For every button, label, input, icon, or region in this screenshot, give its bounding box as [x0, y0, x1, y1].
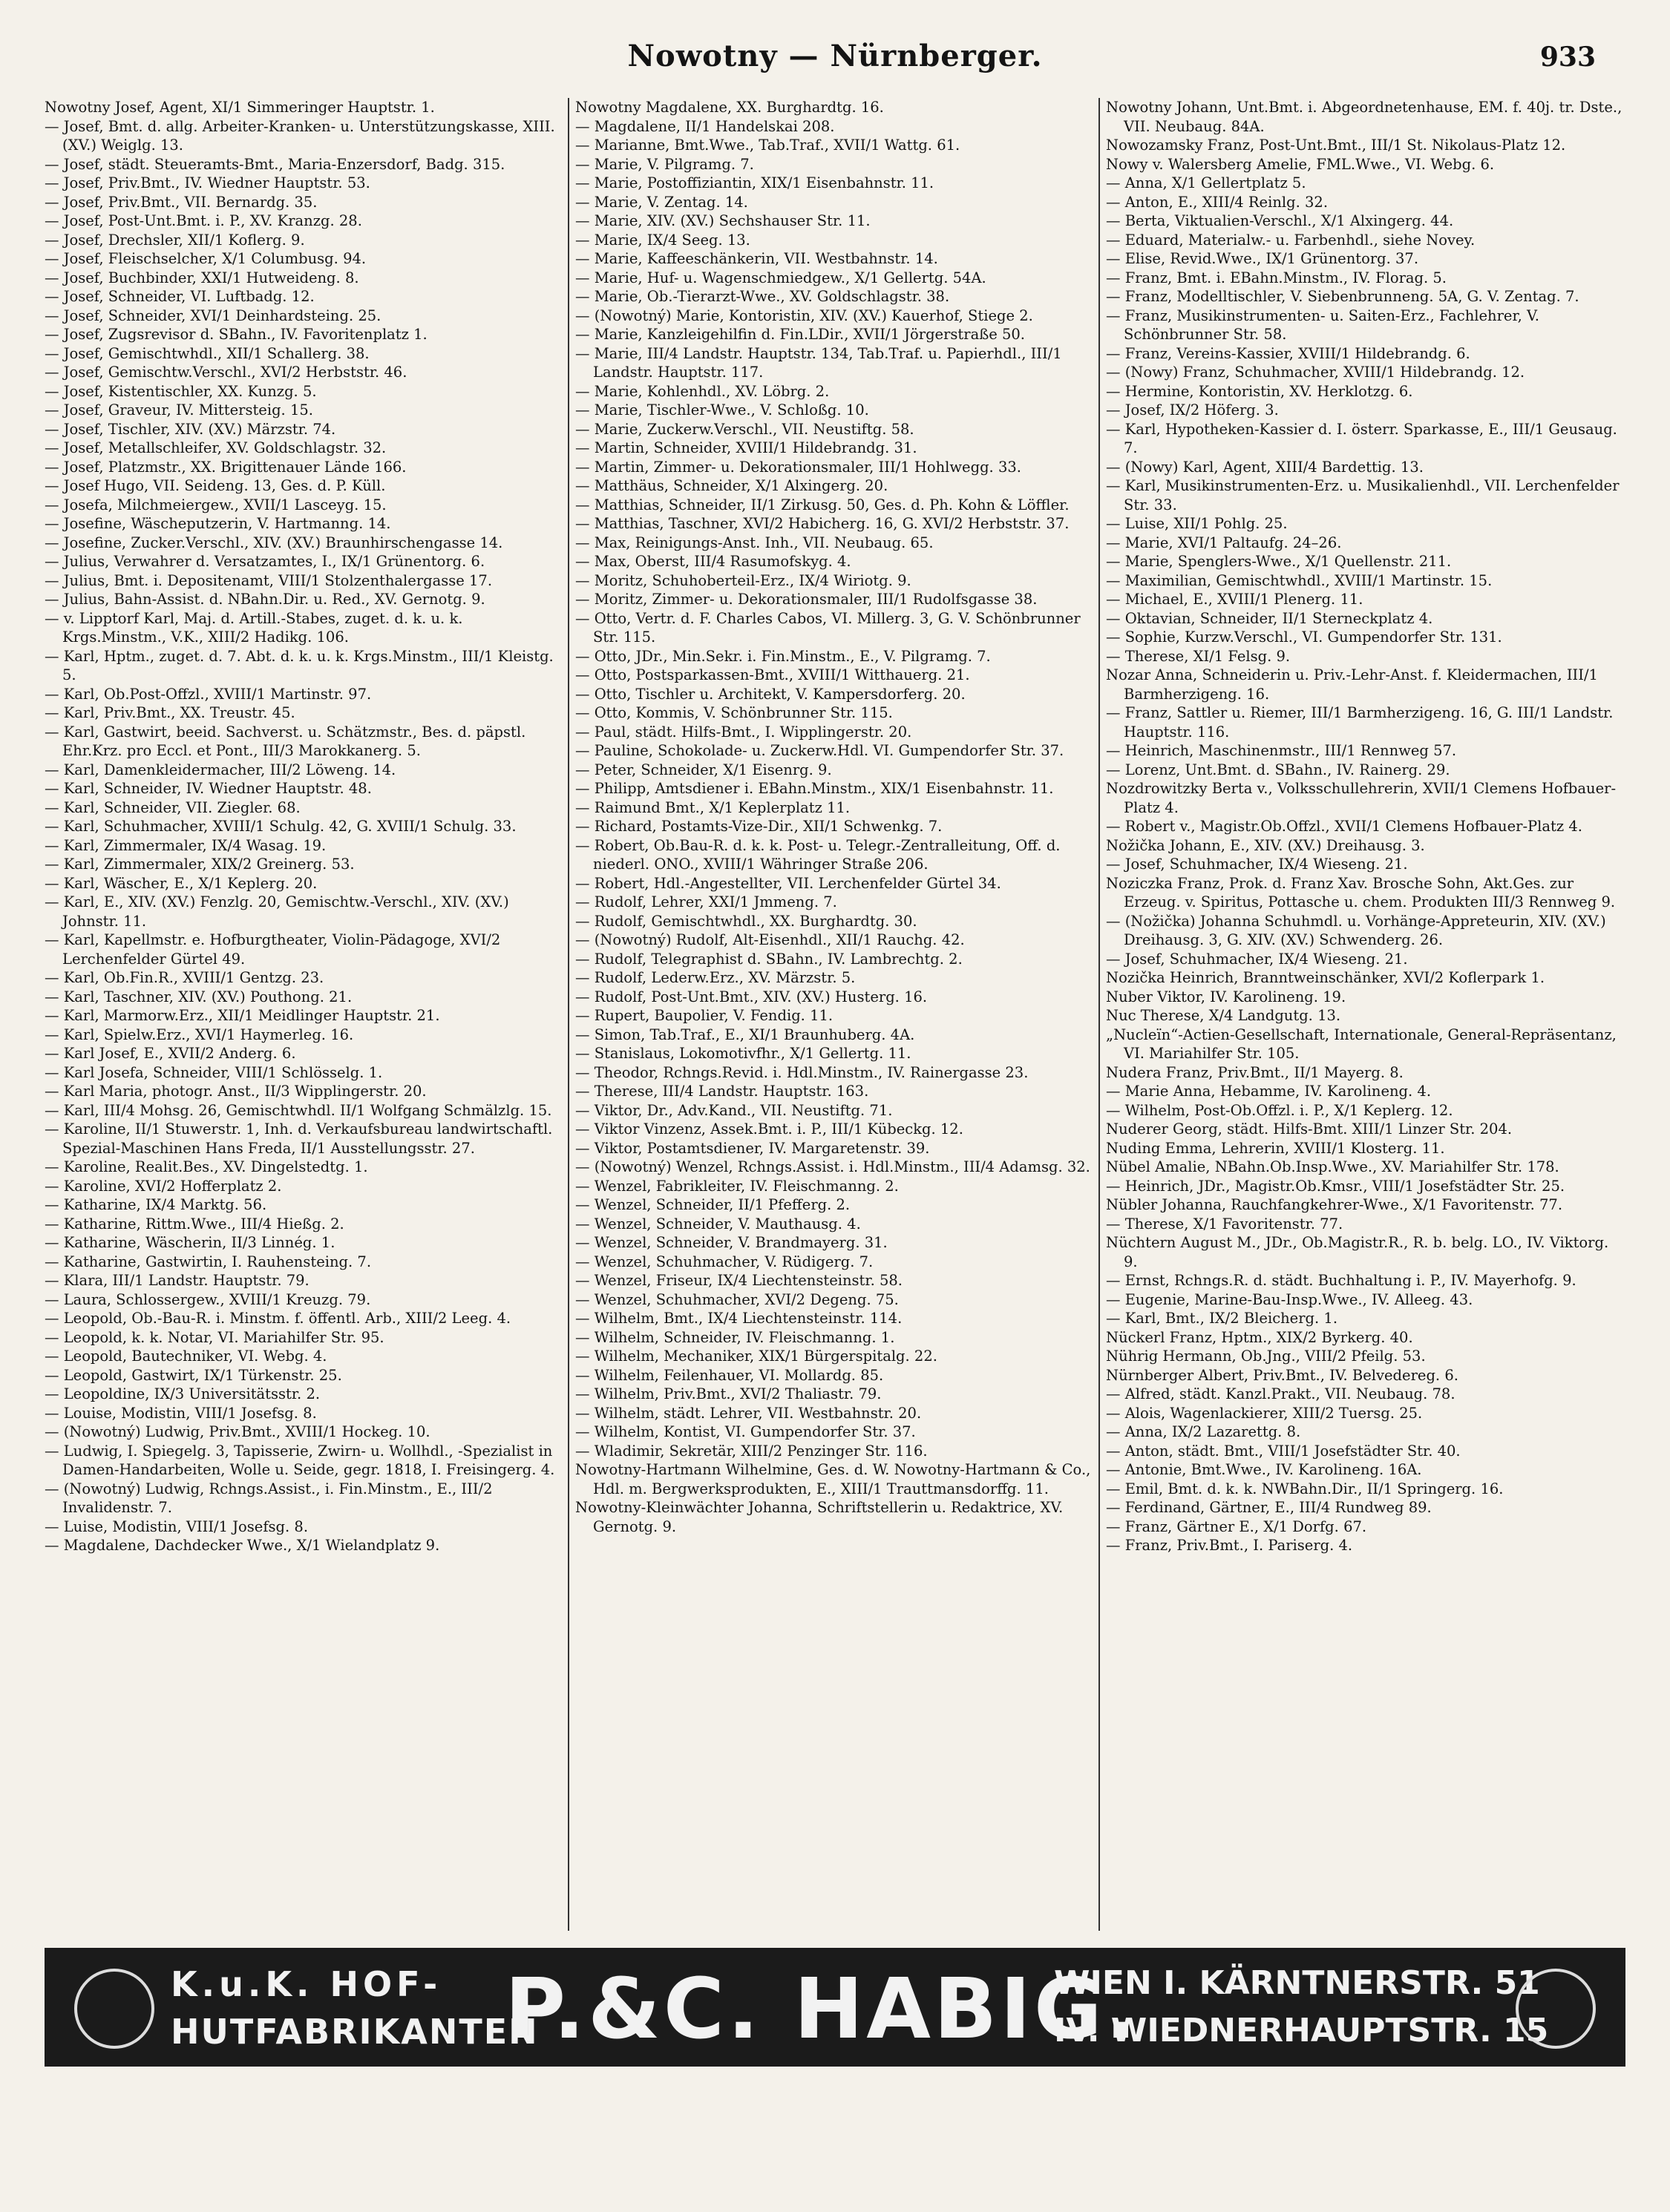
- directory-entry: — Max, Reinigungs-Anst. Inh., VII. Neubaug. 65.: [575, 534, 934, 551]
- directory-entry: — Leopold, Gastwirt, IX/1 Türkenstr. 25.: [45, 1366, 342, 1384]
- directory-entry: — Eduard, Materialw.- u. Farbenhdl., siehe Novey.: [1106, 231, 1476, 249]
- directory-entry: — Alfred, städt. Kanzl.Prakt., VII. Neubaug. 78.: [1106, 1385, 1455, 1402]
- directory-entry: Nozička Heinrich, Branntweinschänker, XVI/2 Koflerpark 1.: [1106, 969, 1545, 986]
- directory-entry: — Leopoldine, IX/3 Universitätsstr. 2.: [45, 1385, 321, 1402]
- directory-entry: — Ernst, Rchngs.R. d. städt. Buchhaltung i. P., IV. Mayerhofg. 9.: [1106, 1272, 1576, 1289]
- directory-entry: — Marie, Kohlenhdl., XV. Löbrg. 2.: [575, 382, 830, 400]
- directory-entry: — Paul, städt. Hilfs-Bmt., I. Wipplingerstr. 20.: [575, 723, 912, 741]
- directory-entry: — Karl, Ob.Fin.R., XVIII/1 Gentzg. 23.: [45, 969, 324, 986]
- directory-entry: — Karl, Schneider, IV. Wiedner Hauptstr. 48.: [45, 780, 372, 797]
- directory-entry: — Matthäus, Schneider, X/1 Alxingerg. 20.: [575, 477, 888, 494]
- directory-entry: — Laura, Schlossergew., XVIII/1 Kreuzg. 79.: [45, 1290, 371, 1308]
- directory-entry: — Karl, Schneider, VII. Ziegler. 68.: [45, 798, 301, 816]
- directory-entry: — Wladimir, Sekretär, XIII/2 Penzinger Str. 116.: [575, 1442, 928, 1460]
- directory-entry: — Josef, Schneider, XVI/1 Deinhardsteing. 25.: [45, 306, 382, 324]
- directory-entry: — Luise, Modistin, VIII/1 Josefsg. 8.: [45, 1517, 309, 1535]
- directory-entry: — Rudolf, Lehrer, XXI/1 Jmmeng. 7.: [575, 893, 837, 910]
- directory-entry: — Otto, Vertr. d. F. Charles Cabos, VI. Millerg. 3, G. V. Schönbrunner Str. 115.: [575, 609, 1081, 646]
- ad-firm-name: P.&C. HABIG.: [505, 1961, 1140, 2058]
- directory-entry: — Wilhelm, Feilenhauer, VI. Mollardg. 85.: [575, 1366, 884, 1384]
- directory-entry: — Eugenie, Marine-Bau-Insp.Wwe., IV. Alleeg. 43.: [1106, 1290, 1473, 1308]
- directory-entry: — Lorenz, Unt.Bmt. d. SBahn., IV. Rainerg. 29.: [1106, 761, 1450, 778]
- directory-entry: — Wilhelm, Mechaniker, XIX/1 Bürgerspitalg. 22.: [575, 1348, 937, 1365]
- directory-entry: — Magdalene, II/1 Handelskai 208.: [575, 117, 835, 135]
- page-number: 933: [1539, 42, 1596, 73]
- directory-entry: — Karoline, XVI/2 Hofferplatz 2.: [45, 1177, 282, 1195]
- directory-entry: — Karl, III/4 Mohsg. 26, Gemischtwhdl. II/1 Wolfgang Schmälzlg. 15.: [45, 1101, 552, 1119]
- directory-entry: — Karl, Bmt., IX/2 Bleicherg. 1.: [1106, 1310, 1338, 1327]
- directory-entry: — Josef, Post-Unt.Bmt. i. P., XV. Kranzg. 28.: [45, 212, 362, 229]
- directory-entry: — Josef, Fleischselcher, X/1 Columbusg. 94.: [45, 250, 367, 267]
- directory-entry: — Rudolf, Lederw.Erz., XV. Märzstr. 5.: [575, 969, 856, 986]
- directory-entry: — Karl, E., XIV. (XV.) Fenzlg. 20, Gemischtw.-Verschl., XIV. (XV.) Johnstr. 11.: [45, 893, 509, 930]
- directory-entry: — Josef, Platzmstr., XX. Brigittenauer Lände 166.: [45, 458, 407, 476]
- directory-entry: — Marie, Ob.-Tierarzt-Wwe., XV. Goldschlagstr. 38.: [575, 288, 950, 305]
- directory-entry: — Robert v., Magistr.Ob.Offzl., XVII/1 Clemens Hofbauer-Platz 4.: [1106, 818, 1582, 835]
- directory-entry: — Moritz, Zimmer- u. Dekorationsmaler, III/1 Rudolfsgasse 38.: [575, 591, 1038, 608]
- directory-entry: Noziczka Franz, Prok. d. Franz Xav. Brosche Sohn, Akt.Ges. zur Erzeug. v. Spiritus, Pottasche u. chem. Produkten III/3 Rennweg 9.: [1106, 874, 1616, 910]
- directory-entry: — Josef, Gemischtwhdl., XII/1 Schallerg. 38.: [45, 344, 370, 362]
- directory-entry: Nührig Hermann, Ob.Jng., VIII/2 Pfeilg. 53.: [1106, 1348, 1426, 1365]
- directory-entry: — (Nowotný) Ludwig, Priv.Bmt., XVIII/1 Hockeg. 10.: [45, 1423, 430, 1440]
- directory-entry: Nuber Viktor, IV. Karolineng. 19.: [1106, 988, 1346, 1005]
- directory-entry: — Karl, Ob.Post-Offzl., XVIII/1 Martinstr. 97.: [45, 685, 372, 703]
- directory-entry: — Marianne, Bmt.Wwe., Tab.Traf., XVII/1 Wattg. 61.: [575, 137, 960, 154]
- directory-entry: — Franz, Musikinstrumenten- u. Saiten-Erz., Fachlehrer, V. Schönbrunner Str. 58.: [1106, 306, 1539, 343]
- directory-entry: — Marie, Zuckerw.Verschl., VII. Neustiftg. 58.: [575, 420, 914, 438]
- directory-entry: — Josef, Bmt. d. allg. Arbeiter-Kranken- u. Unterstützungskasse, XIII. (XV.) Weiglg. 13.: [45, 117, 555, 154]
- directory-entry: — Katharine, IX/4 Marktg. 56.: [45, 1196, 267, 1213]
- directory-entry: — (Nowy) Franz, Schuhmacher, XVIII/1 Hildebrandg. 12.: [1106, 364, 1525, 381]
- directory-entry: Nuc Therese, X/4 Landgutg. 13.: [1106, 1007, 1341, 1024]
- directory-entry: — Magdalene, Dachdecker Wwe., X/1 Wielandplatz 9.: [45, 1537, 440, 1554]
- directory-entry: — Leopold, Bautechniker, VI. Webg. 4.: [45, 1348, 327, 1365]
- directory-entry: — Josef, Schuhmacher, IX/4 Wieseng. 21.: [1106, 856, 1408, 873]
- directory-entry: — Franz, Sattler u. Riemer, III/1 Barmherzigeng. 16, G. III/1 Landstr. Hauptstr. 116.: [1106, 704, 1614, 741]
- directory-entry: — Ferdinand, Gärtner, E., III/4 Rundweg 89.: [1106, 1499, 1432, 1516]
- directory-entry: — Anna, IX/2 Lazarettg. 8.: [1106, 1423, 1301, 1440]
- advertisement-banner: [45, 1948, 1625, 2067]
- directory-entry: — Michael, E., XVIII/1 Plenerg. 11.: [1106, 591, 1363, 608]
- directory-entry: — Heinrich, JDr., Magistr.Ob.Kmsr., VIII/1 Josefstädter Str. 25.: [1106, 1177, 1565, 1195]
- directory-entry: — Karl, Marmorw.Erz., XII/1 Meidlinger Hauptstr. 21.: [45, 1007, 440, 1024]
- directory-entry: — (Nowotný) Ludwig, Rchngs.Assist., i. Fin.Minstm., E., III/2 Invalidenstr. 7.: [45, 1480, 493, 1516]
- directory-entry: — Stanislaus, Lokomotivfhr., X/1 Gellertg. 11.: [575, 1045, 911, 1062]
- directory-entry: — Wenzel, Friseur, IX/4 Liechtensteinstr. 58.: [575, 1272, 903, 1289]
- directory-entry: — Wilhelm, Priv.Bmt., XVI/2 Thaliastr. 79.: [575, 1385, 882, 1402]
- directory-entry: — Karl, Kapellmstr. e. Hofburgtheater, Violin-Pädagoge, XVI/2 Lerchenfelder Gürtel 49.: [45, 931, 501, 968]
- directory-entry: — Josef, Schneider, VI. Luftbadg. 12.: [45, 288, 315, 305]
- directory-entry: — Sophie, Kurzw.Verschl., VI. Gumpendorfer Str. 131.: [1106, 629, 1502, 646]
- directory-entry: — Marie Anna, Hebamme, IV. Karolineng. 4.: [1106, 1083, 1432, 1100]
- directory-entry: Nudera Franz, Priv.Bmt., II/1 Mayerg. 8.: [1106, 1063, 1404, 1081]
- directory-entry: — Julius, Bmt. i. Depositenamt, VIII/1 Stolzenthalergasse 17.: [45, 571, 493, 589]
- directory-entry: — Philipp, Amtsdiener i. EBahn.Minstm., XIX/1 Eisenbahnstr. 11.: [575, 780, 1054, 797]
- directory-entry: — Viktor, Postamtsdiener, IV. Margaretenstr. 39.: [575, 1139, 930, 1157]
- directory-entry: — Viktor, Dr., Adv.Kand., VII. Neustiftg. 71.: [575, 1101, 893, 1119]
- directory-entry: — Karoline, II/1 Stuwerstr. 1, Inh. d. Verkaufsbureau landwirtschaftl. Spezial-Maschinen Hans Freda, II/1 Ausstellungsstr. 27.: [45, 1120, 553, 1157]
- directory-entry: — Karl, Damenkleidermacher, III/2 Löweng. 14.: [45, 761, 396, 778]
- directory-entry: — Wilhelm, Kontist, VI. Gumpendorfer Str. 37.: [575, 1423, 916, 1440]
- directory-entry: — Peter, Schneider, X/1 Eisenrg. 9.: [575, 761, 832, 778]
- directory-entry: — (Nowy) Karl, Agent, XIII/4 Bardettig. 13.: [1106, 458, 1424, 476]
- directory-entry: — Louise, Modistin, VIII/1 Josefsg. 8.: [45, 1404, 317, 1422]
- directory-entry: Nückerl Franz, Hptm., XIX/2 Byrkerg. 40.: [1106, 1328, 1413, 1346]
- directory-entry: — Karl Maria, photogr. Anst., II/3 Wipplingerstr. 20.: [45, 1083, 427, 1100]
- directory-entry: — Max, Oberst, III/4 Rasumofskyg. 4.: [575, 553, 851, 570]
- directory-entry: — Wenzel, Schneider, II/1 Pfefferg. 2.: [575, 1196, 851, 1213]
- directory-entry: — (Nožička) Johanna Schuhmdl. u. Vorhänge-Appreteurin, XIV. (XV.) Dreihausg. 3, G. XIV. (XV.) Schwenderg. 26.: [1106, 912, 1606, 948]
- directory-entry: — Richard, Postamts-Vize-Dir., XII/1 Schwenkg. 7.: [575, 818, 943, 835]
- directory-entry: Nowozamsky Franz, Post-Unt.Bmt., III/1 St. Nikolaus-Platz 12.: [1106, 137, 1566, 154]
- directory-entry: — Josef Hugo, VII. Seideng. 13, Ges. d. P. Küll.: [45, 477, 386, 494]
- directory-entry: — Josef, Metallschleifer, XV. Goldschlagstr. 32.: [45, 439, 387, 456]
- directory-entry: — Matthias, Schneider, II/1 Zirkusg. 50, Ges. d. Ph. Kohn & Löffler.: [575, 496, 1070, 513]
- directory-entry: — Klara, III/1 Landstr. Hauptstr. 79.: [45, 1272, 310, 1289]
- directory-entry: — Wilhelm, Schneider, IV. Fleischmanng. 1.: [575, 1328, 895, 1346]
- directory-entry: — Josef, Gemischtw.Verschl., XVI/2 Herbststr. 46.: [45, 364, 407, 381]
- directory-entry: — Franz, Vereins-Kassier, XVIII/1 Hildebrandg. 6.: [1106, 344, 1470, 362]
- directory-entry: — Karl, Spielw.Erz., XVI/1 Haymerleg. 16.: [45, 1025, 354, 1043]
- directory-entry: — Viktor Vinzenz, Assek.Bmt. i. P., III/1 Kübeckg. 12.: [575, 1120, 963, 1138]
- directory-entry: — Franz, Priv.Bmt., I. Pariserg. 4.: [1106, 1537, 1353, 1554]
- directory-entry: — Wenzel, Schneider, V. Mauthausg. 4.: [575, 1215, 861, 1233]
- directory-entry: — Josef, Priv.Bmt., IV. Wiedner Hauptstr. 53.: [45, 174, 370, 191]
- directory-entry: Nozar Anna, Schneiderin u. Priv.-Lehr-Anst. f. Kleidermachen, III/1 Barmherzigeng. 16.: [1106, 666, 1598, 703]
- directory-entry: — Martin, Zimmer- u. Dekorationsmaler, III/1 Hohlwegg. 33.: [575, 458, 1021, 476]
- directory-entry: — Ludwig, I. Spiegelg. 3, Tapisserie, Zwirn- u. Wollhdl., -Spezialist in Damen-Handarbeiten, Wolle u. Seide, gegr. 1818, I. Freisingerg. 4.: [45, 1442, 555, 1478]
- directory-entry: Nozdrowitzky Berta v., Volksschullehrerin, XVII/1 Clemens Hofbauer-Platz 4.: [1106, 780, 1617, 816]
- directory-entry: — Franz, Bmt. i. EBahn.Minstm., IV. Florag. 5.: [1106, 269, 1447, 286]
- directory-entry: — Karl Josefa, Schneider, VIII/1 Schlösselg. 1.: [45, 1063, 383, 1081]
- column-1: [45, 98, 564, 1931]
- directory-entry: — Therese, III/4 Landstr. Hauptstr. 163.: [575, 1083, 869, 1100]
- directory-entry: — Julius, Verwahrer d. Versatzamtes, I., IX/1 Grünentorg. 6.: [45, 553, 485, 570]
- directory-entry: — Marie, Tischler-Wwe., V. Schloßg. 10.: [575, 401, 869, 419]
- directory-entry: — Leopold, Ob.-Bau-R. i. Minstm. f. öffentl. Arb., XIII/2 Leeg. 4.: [45, 1310, 511, 1327]
- directory-entry: — Wilhelm, Bmt., IX/4 Liechtensteinstr. 114.: [575, 1310, 903, 1327]
- ad-address-2: IV. WIEDNERHAUPTSTR. 15: [1054, 2012, 1549, 2049]
- directory-entry: — Karl, Wäscher, E., X/1 Keplerg. 20.: [45, 874, 318, 892]
- directory-entry: Nowy v. Walersberg Amelie, FML.Wwe., VI. Webg. 6.: [1106, 155, 1495, 173]
- directory-entry: — Karl, Priv.Bmt., XX. Treustr. 45.: [45, 704, 295, 721]
- directory-entry: — Wilhelm, städt. Lehrer, VII. Westbahnstr. 20.: [575, 1404, 922, 1422]
- directory-entry: — (Nowotný) Wenzel, Rchngs.Assist. i. Hdl.Minstm., III/4 Adamsg. 32.: [575, 1158, 1090, 1175]
- directory-entry: — Marie, III/4 Landstr. Hauptstr. 134, Tab.Traf. u. Papierhdl., III/1 Landstr. Hauptstr. 117.: [575, 344, 1062, 381]
- directory-entry: — Anton, städt. Bmt., VIII/1 Josefstädter Str. 40.: [1106, 1442, 1461, 1460]
- column-3: [1106, 98, 1625, 1931]
- directory-entry: Nuderer Georg, städt. Hilfs-Bmt. XIII/1 Linzer Str. 204.: [1106, 1120, 1513, 1138]
- directory-entry: — Rupert, Baupolier, V. Fendig. 11.: [575, 1007, 834, 1024]
- directory-entry: — Wenzel, Fabrikleiter, IV. Fleischmanng. 2.: [575, 1177, 899, 1195]
- directory-entry: „Nucleïn“-Actien-Gesellschaft, Internationale, General-Repräsentanz, VI. Mariahilfer Str. 105.: [1106, 1025, 1617, 1062]
- directory-entry: — Rudolf, Post-Unt.Bmt., XIV. (XV.) Husterg. 16.: [575, 988, 928, 1005]
- directory-columns: [45, 98, 1625, 1931]
- directory-entry: — Katharine, Wäscherin, II/3 Linnég. 1.: [45, 1234, 335, 1251]
- directory-entry: — Otto, Kommis, V. Schönbrunner Str. 115.: [575, 704, 893, 721]
- directory-entry: — Josef, IX/2 Höferg. 3.: [1106, 401, 1279, 419]
- directory-entry: — Raimund Bmt., X/1 Keplerplatz 11.: [575, 798, 851, 816]
- directory-entry: — Julius, Bahn-Assist. d. NBahn.Dir. u. Red., XV. Gernotg. 9.: [45, 591, 485, 608]
- column-2: [575, 98, 1095, 1931]
- directory-entry: Nowotny Josef, Agent, XI/1 Simmeringer Hauptstr. 1.: [45, 99, 435, 116]
- directory-entry: — Josefa, Milchmeiergew., XVII/1 Lasceyg. 15.: [45, 496, 387, 513]
- directory-entry: — Oktavian, Schneider, II/1 Sterneckplatz 4.: [1106, 609, 1433, 627]
- directory-entry: Nübel Amalie, NBahn.Ob.Insp.Wwe., XV. Mariahilfer Str. 178.: [1106, 1158, 1559, 1175]
- directory-entry: — Marie, V. Zentag. 14.: [575, 193, 748, 211]
- directory-entry: — Josef, Zugsrevisor d. SBahn., IV. Favoritenplatz 1.: [45, 326, 428, 343]
- directory-entry: — Marie, Postoffiziantin, XIX/1 Eisenbahnstr. 11.: [575, 174, 934, 191]
- directory-entry: — Luise, XII/1 Pohlg. 25.: [1106, 515, 1288, 532]
- directory-entry: — Alois, Wagenlackierer, XIII/2 Tuersg. 25.: [1106, 1404, 1423, 1422]
- directory-entry: — Rudolf, Telegraphist d. SBahn., IV. Lambrechtg. 2.: [575, 950, 963, 968]
- column-divider: [1098, 98, 1100, 1931]
- directory-entry: — Robert, Ob.Bau-R. d. k. k. Post- u. Telegr.-Zentralleitung, Off. d. niederl. ONO., XVIII/1 Währinger Straße 206.: [575, 836, 1061, 873]
- directory-entry: — Josef, Drechsler, XII/1 Koflerg. 9.: [45, 231, 305, 249]
- directory-entry: — Emil, Bmt. d. k. k. NWBahn.Dir., II/1 Springerg. 16.: [1106, 1480, 1504, 1497]
- directory-entry: — Josef, Graveur, IV. Mittersteig. 15.: [45, 401, 313, 419]
- directory-entry: Nowotny Magdalene, XX. Burghardtg. 16.: [575, 99, 884, 116]
- directory-entry: — Josefine, Wäscheputzerin, V. Hartmanng. 14.: [45, 515, 391, 532]
- directory-entry: — Therese, X/1 Favoritenstr. 77.: [1106, 1215, 1343, 1233]
- directory-entry: — Karl, Hypotheken-Kassier d. I. österr. Sparkasse, E., III/1 Geusaug. 7.: [1106, 420, 1617, 456]
- directory-entry: — v. Lipptorf Karl, Maj. d. Artill.-Stabes, zuget. d. k. u. k. Krgs.Minstm., V.K., XIII/2 Hadikg. 106.: [45, 609, 463, 646]
- directory-entry: — Karl, Musikinstrumenten-Erz. u. Musikalienhdl., VII. Lerchenfelder Str. 33.: [1106, 477, 1620, 513]
- directory-entry: — Therese, XI/1 Felsg. 9.: [1106, 647, 1291, 665]
- directory-entry: Nürnberger Albert, Priv.Bmt., IV. Belvedereg. 6.: [1106, 1366, 1458, 1384]
- directory-entry: Nübler Johanna, Rauchfangkehrer-Wwe., X/1 Favoritenstr. 77.: [1106, 1196, 1563, 1213]
- directory-entry: — Karl, Taschner, XIV. (XV.) Pouthong. 21.: [45, 988, 353, 1005]
- directory-entry: Nuding Emma, Lehrerin, XVIII/1 Klosterg. 11.: [1106, 1139, 1445, 1157]
- directory-entry: — Wenzel, Schneider, V. Brandmayerg. 31.: [575, 1234, 888, 1251]
- directory-entry: — Marie, Huf- u. Wagenschmiedgew., X/1 Gellertg. 54A.: [575, 269, 986, 286]
- ad-address-1: WIEN I. KÄRNTNERSTR. 51: [1054, 1964, 1540, 2002]
- directory-entry: — Antonie, Bmt.Wwe., IV. Karolineng. 16A.: [1106, 1461, 1422, 1478]
- directory-entry: — Karl, Zimmermaler, XIX/2 Greinerg. 53.: [45, 856, 355, 873]
- directory-entry: — Josef, städt. Steueramts-Bmt., Maria-Enzersdorf, Badg. 315.: [45, 155, 505, 173]
- directory-entry: — Rudolf, Gemischtwhdl., XX. Burghardtg. 30.: [575, 912, 917, 930]
- directory-entry: — Marie, V. Pilgramg. 7.: [575, 155, 754, 173]
- directory-entry: — Pauline, Schokolade- u. Zuckerw.Hdl. VI. Gumpendorfer Str. 37.: [575, 742, 1064, 759]
- directory-entry: — Elise, Revid.Wwe., IX/1 Grünentorg. 37.: [1106, 250, 1419, 267]
- directory-entry: — Karl, Hptm., zuget. d. 7. Abt. d. k. u. k. Krgs.Minstm., III/1 Kleistg. 5.: [45, 647, 554, 683]
- page-header: [45, 39, 1625, 83]
- directory-entry: — Josef, Schuhmacher, IX/4 Wieseng. 21.: [1106, 950, 1408, 968]
- running-head: Nowotny — Nürnberger.: [627, 39, 1043, 73]
- column-divider: [568, 98, 569, 1931]
- directory-entry: — Berta, Viktualien-Verschl., X/1 Alxingerg. 44.: [1106, 212, 1454, 229]
- directory-entry: — Otto, JDr., Min.Sekr. i. Fin.Minstm., E., V. Pilgramg. 7.: [575, 647, 991, 665]
- directory-entry: — Marie, Kanzleigehilfin d. Fin.LDir., XVII/1 Jörgerstraße 50.: [575, 326, 1025, 343]
- ad-left-line-2: HUTFABRIKANTEN: [171, 2012, 539, 2052]
- directory-entry: — Simon, Tab.Traf., E., XI/1 Braunhuberg. 4A.: [575, 1025, 915, 1043]
- directory-entry: — Karl, Schuhmacher, XVIII/1 Schulg. 42, G. XVIII/1 Schulg. 33.: [45, 818, 517, 835]
- directory-entry: — Martin, Schneider, XVIII/1 Hildebrandg. 31.: [575, 439, 917, 456]
- imperial-eagle-icon: [1516, 1969, 1596, 2049]
- directory-entry: — Marie, IX/4 Seeg. 13.: [575, 231, 750, 249]
- directory-entry: — Maximilian, Gemischtwhdl., XVIII/1 Martinstr. 15.: [1106, 571, 1493, 589]
- directory-entry: — Karl, Zimmermaler, IX/4 Wasag. 19.: [45, 836, 327, 854]
- ad-left-line-1: K.u.K. HOF-: [171, 1964, 442, 2004]
- directory-entry: — Katharine, Rittm.Wwe., III/4 Hießg. 2.: [45, 1215, 344, 1233]
- directory-entry: — Josef, Tischler, XIV. (XV.) Märzstr. 74.: [45, 420, 336, 438]
- directory-entry: — Josef, Buchbinder, XXI/1 Hutweideng. 8.: [45, 269, 359, 286]
- directory-entry: — Anton, E., XIII/4 Reinlg. 32.: [1106, 193, 1329, 211]
- directory-entry: — (Nowotný) Marie, Kontoristin, XIV. (XV.) Kauerhof, Stiege 2.: [575, 306, 1033, 324]
- directory-entry: Nowotny Johann, Unt.Bmt. i. Abgeordnetenhause, EM. f. 40j. tr. Dste., VII. Neubaug. 84A.: [1106, 99, 1622, 135]
- directory-entry: — Karl Josef, E., XVII/2 Anderg. 6.: [45, 1045, 296, 1062]
- directory-entry: — Anna, X/1 Gellertplatz 5.: [1106, 174, 1306, 191]
- directory-entry: — Marie, XIV. (XV.) Sechshauser Str. 11.: [575, 212, 871, 229]
- imperial-eagle-icon: [74, 1969, 154, 2049]
- directory-entry: — Matthias, Taschner, XVI/2 Habicherg. 16, G. XVI/2 Herbststr. 37.: [575, 515, 1070, 532]
- directory-entry: — Wilhelm, Post-Ob.Offzl. i. P., X/1 Keplerg. 12.: [1106, 1101, 1453, 1119]
- directory-entry: — Hermine, Kontoristin, XV. Herklotzg. 6.: [1106, 382, 1413, 400]
- directory-entry: — Heinrich, Maschinenmstr., III/1 Rennweg 57.: [1106, 742, 1457, 759]
- directory-entry: — Franz, Gärtner E., X/1 Dorfg. 67.: [1106, 1517, 1367, 1535]
- directory-entry: Nowotny-Kleinwächter Johanna, Schriftstellerin u. Redaktrice, XV. Gernotg. 9.: [575, 1499, 1064, 1535]
- directory-entry: — Otto, Tischler u. Architekt, V. Kampersdorferg. 20.: [575, 685, 966, 703]
- directory-entry: — Moritz, Schuhoberteil-Erz., IX/4 Wiriotg. 9.: [575, 571, 911, 589]
- directory-entry: — Wenzel, Schuhmacher, XVI/2 Degeng. 75.: [575, 1290, 899, 1308]
- directory-entry: — Katharine, Gastwirtin, I. Rauhensteing. 7.: [45, 1253, 372, 1270]
- directory-entry: — Marie, Kaffeeschänkerin, VII. Westbahnstr. 14.: [575, 250, 938, 267]
- directory-entry: Nožička Johann, E., XIV. (XV.) Dreihausg. 3.: [1106, 836, 1425, 854]
- directory-entry: — Karl, Gastwirt, beeid. Sachverst. u. Schätzmstr., Bes. d. päpstl. Ehr.Krz. pro Eccl. et Pont., III/3 Marokkanerg. 5.: [45, 723, 526, 759]
- directory-entry: — (Nowotný) Rudolf, Alt-Eisenhdl., XII/1 Rauchg. 42.: [575, 931, 965, 948]
- directory-entry: — Leopold, k. k. Notar, VI. Mariahilfer Str. 95.: [45, 1328, 384, 1346]
- directory-entry: — Josef, Kistentischler, XX. Kunzg. 5.: [45, 382, 317, 400]
- directory-entry: Nowotny-Hartmann Wilhelmine, Ges. d. W. Nowotny-Hartmann & Co., Hdl. m. Bergwerksprodukten, E., XIII/1 Trauttmansdorffg. 11.: [575, 1461, 1091, 1497]
- directory-entry: Nüchtern August M., JDr., Ob.Magistr.R., R. b. belg. LO., IV. Viktorg. 9.: [1106, 1234, 1609, 1270]
- directory-entry: — Franz, Modelltischler, V. Siebenbrunneng. 5A, G. V. Zentag. 7.: [1106, 288, 1579, 305]
- directory-entry: — Karoline, Realit.Bes., XV. Dingelstedtg. 1.: [45, 1158, 368, 1175]
- directory-entry: — Josef, Priv.Bmt., VII. Bernardg. 35.: [45, 193, 318, 211]
- directory-entry: — Robert, Hdl.-Angestellter, VII. Lerchenfelder Gürtel 34.: [575, 874, 1001, 892]
- directory-entry: — Wenzel, Schuhmacher, V. Rüdigerg. 7.: [575, 1253, 874, 1270]
- directory-entry: — Marie, XVI/1 Paltaufg. 24–26.: [1106, 534, 1342, 551]
- directory-entry: — Otto, Postsparkassen-Bmt., XVIII/1 Witthauerg. 21.: [575, 666, 970, 683]
- directory-entry: — Theodor, Rchngs.Revid. i. Hdl.Minstm., IV. Rainergasse 23.: [575, 1063, 1029, 1081]
- directory-entry: — Marie, Spenglers-Wwe., X/1 Quellenstr. 211.: [1106, 553, 1452, 570]
- directory-entry: — Josefine, Zucker.Verschl., XIV. (XV.) Braunhirschengasse 14.: [45, 534, 503, 551]
